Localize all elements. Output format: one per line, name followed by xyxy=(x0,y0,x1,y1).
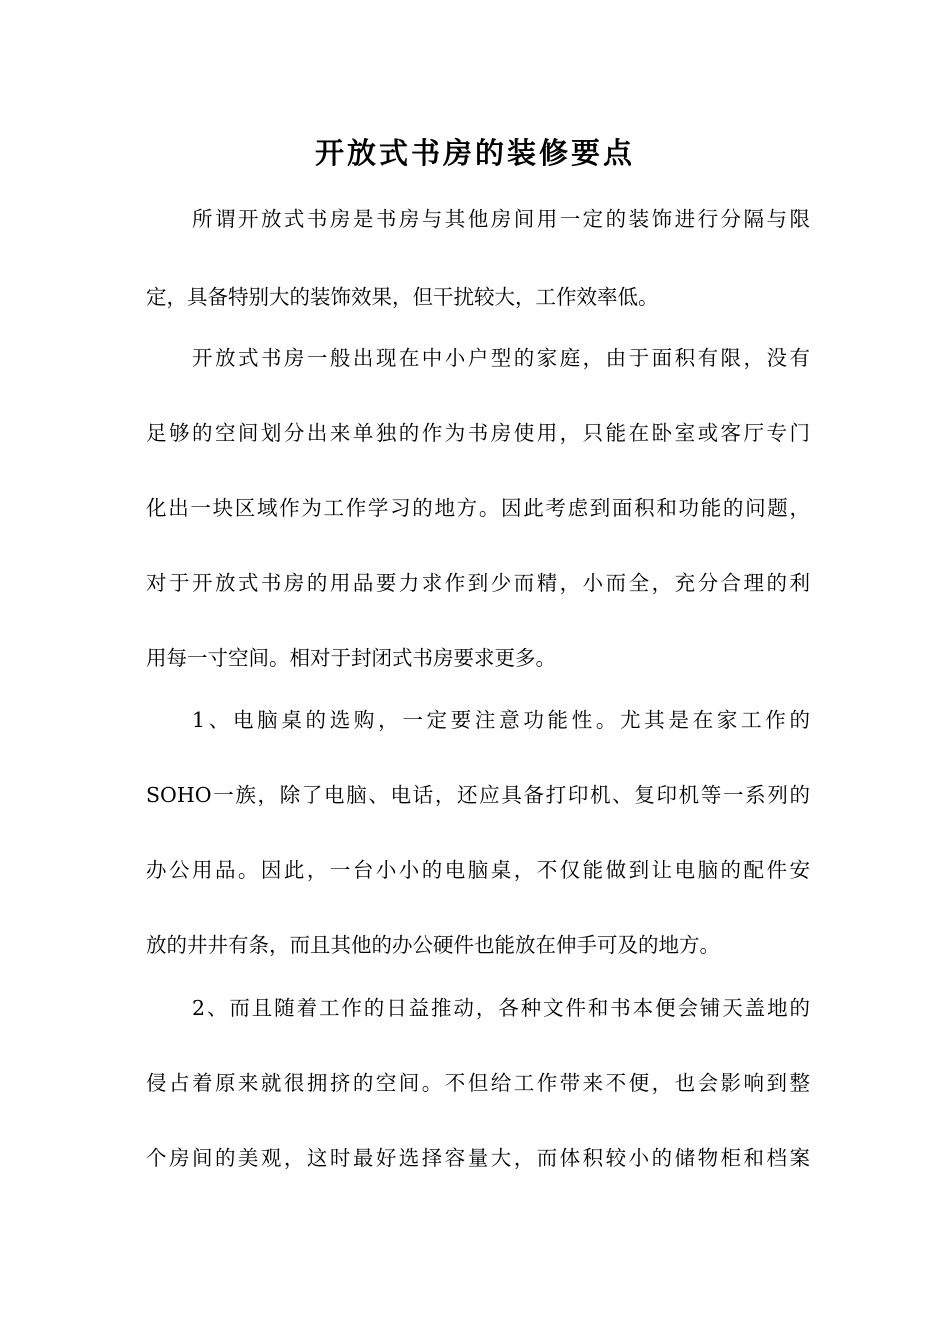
paragraph-3-line-2: SOHO一族，除了电脑、电话，还应具备打印机、复印机等一系列的 xyxy=(146,783,810,807)
paragraph-4-line-2: 侵占着原来就很拥挤的空间。不但给工作带来不便，也会影响到整 xyxy=(146,1071,810,1095)
document-title: 开放式书房的装修要点 xyxy=(314,136,635,170)
paragraph-2-line-1: 开放式书房一般出现在中小户型的家庭，由于面积有限，没有 xyxy=(192,346,810,370)
paragraph-2-line-2: 足够的空间划分出来单独的作为书房使用，只能在卧室或客厅专门 xyxy=(146,421,810,445)
paragraph-3-line-1: 1、电脑桌的选购，一定要注意功能性。尤其是在家工作的 xyxy=(192,708,810,732)
paragraph-3-line-3: 办公用品。因此，一台小小的电脑桌，不仅能做到让电脑的配件安 xyxy=(146,858,810,882)
paragraph-4-line-3: 个房间的美观，这时最好选择容量大，而体积较小的储物柜和档案 xyxy=(146,1146,810,1170)
paragraph-1-line-2: 定，具备特别大的装饰效果，但干扰较大，工作效率低。 xyxy=(146,285,659,309)
paragraph-3-line-4: 放的井井有条，而且其他的办公硬件也能放在伸手可及的地方。 xyxy=(146,933,720,957)
paragraph-1-line-1: 所谓开放式书房是书房与其他房间用一定的装饰进行分隔与限 xyxy=(192,207,810,231)
paragraph-2-line-4: 对于开放式书房的用品要力求作到少而精，小而全，充分合理的利 xyxy=(146,571,810,595)
paragraph-2-line-5: 用每一寸空间。相对于封闭式书房要求更多。 xyxy=(146,646,556,670)
paragraph-2-line-3: 化出一块区域作为工作学习的地方。因此考虑到面积和功能的问题， xyxy=(146,496,810,520)
paragraph-4-line-1: 2、而且随着工作的日益推动，各种文件和书本便会铺天盖地的 xyxy=(192,996,810,1020)
